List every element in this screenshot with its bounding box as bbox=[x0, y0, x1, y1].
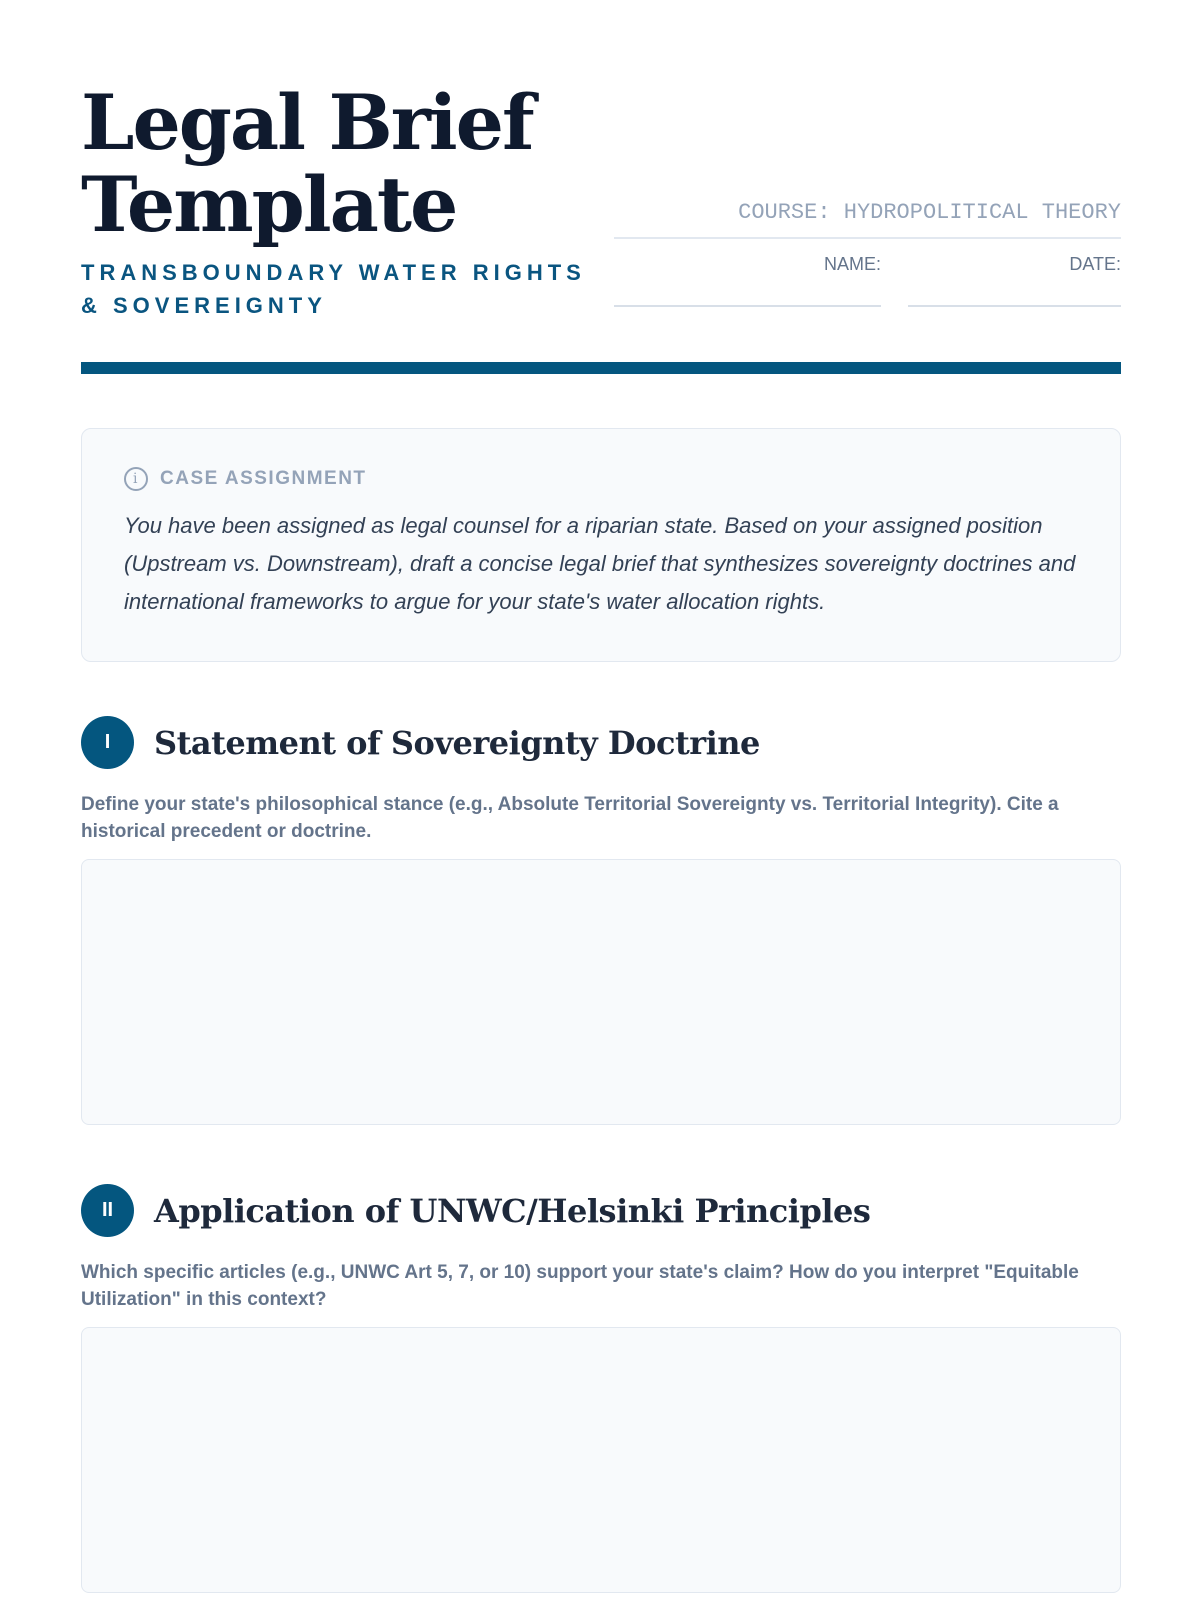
title-line: Legal Brief bbox=[81, 78, 533, 167]
section-title: Application of UNWC/Helsinki Principles bbox=[154, 1191, 871, 1230]
meta-block bbox=[614, 200, 1121, 307]
assignment-text: You have been assigned as legal counsel for a riparian state. Based on your assigned position (Upstream vs. Downstream), draft a concise legal brief that synthesizes sovereignty doctrines and international frameworks to argue for your state's water allocation rights. bbox=[124, 513, 1076, 614]
name-field[interactable] bbox=[614, 254, 881, 307]
section-number-badge: I bbox=[81, 716, 134, 769]
page bbox=[81, 0, 1121, 1598]
header-divider bbox=[81, 362, 1121, 374]
title-line: Template bbox=[81, 160, 457, 249]
subtitle-line: & SOVEREIGNTY bbox=[81, 293, 327, 318]
course-label: COURSE: HYDROPOLITICAL THEORY bbox=[614, 200, 1121, 239]
section-number-badge: II bbox=[81, 1184, 134, 1237]
name-label: NAME: bbox=[823, 254, 881, 274]
case-assignment-card bbox=[81, 428, 1121, 662]
section-prompt: Define your state's philosophical stance (e.g., Absolute Territorial Sovereignty vs. Territorial Integrity). Cite a historical precedent or doctrine. bbox=[81, 794, 1059, 842]
section-title: Statement of Sovereignty Doctrine bbox=[154, 723, 760, 762]
date-field[interactable] bbox=[908, 254, 1121, 307]
subtitle bbox=[81, 256, 601, 322]
page-title bbox=[81, 78, 533, 249]
section-prompt: Which specific articles (e.g., UNWC Art 5, 7, or 10) support your state's claim? How do you interpret "Equitable Utilization" in this context? bbox=[81, 1262, 1079, 1310]
section-2 bbox=[81, 1184, 1121, 1598]
section-1 bbox=[81, 716, 1121, 1130]
section-2-answer[interactable] bbox=[81, 1327, 1121, 1593]
card-label: CASE ASSIGNMENT bbox=[160, 468, 367, 489]
date-label: DATE: bbox=[1069, 254, 1121, 274]
subtitle-line: TRANSBOUNDARY WATER RIGHTS bbox=[81, 260, 586, 285]
header bbox=[81, 0, 1121, 374]
section-1-answer[interactable] bbox=[81, 859, 1121, 1125]
info-icon: i bbox=[124, 467, 148, 491]
